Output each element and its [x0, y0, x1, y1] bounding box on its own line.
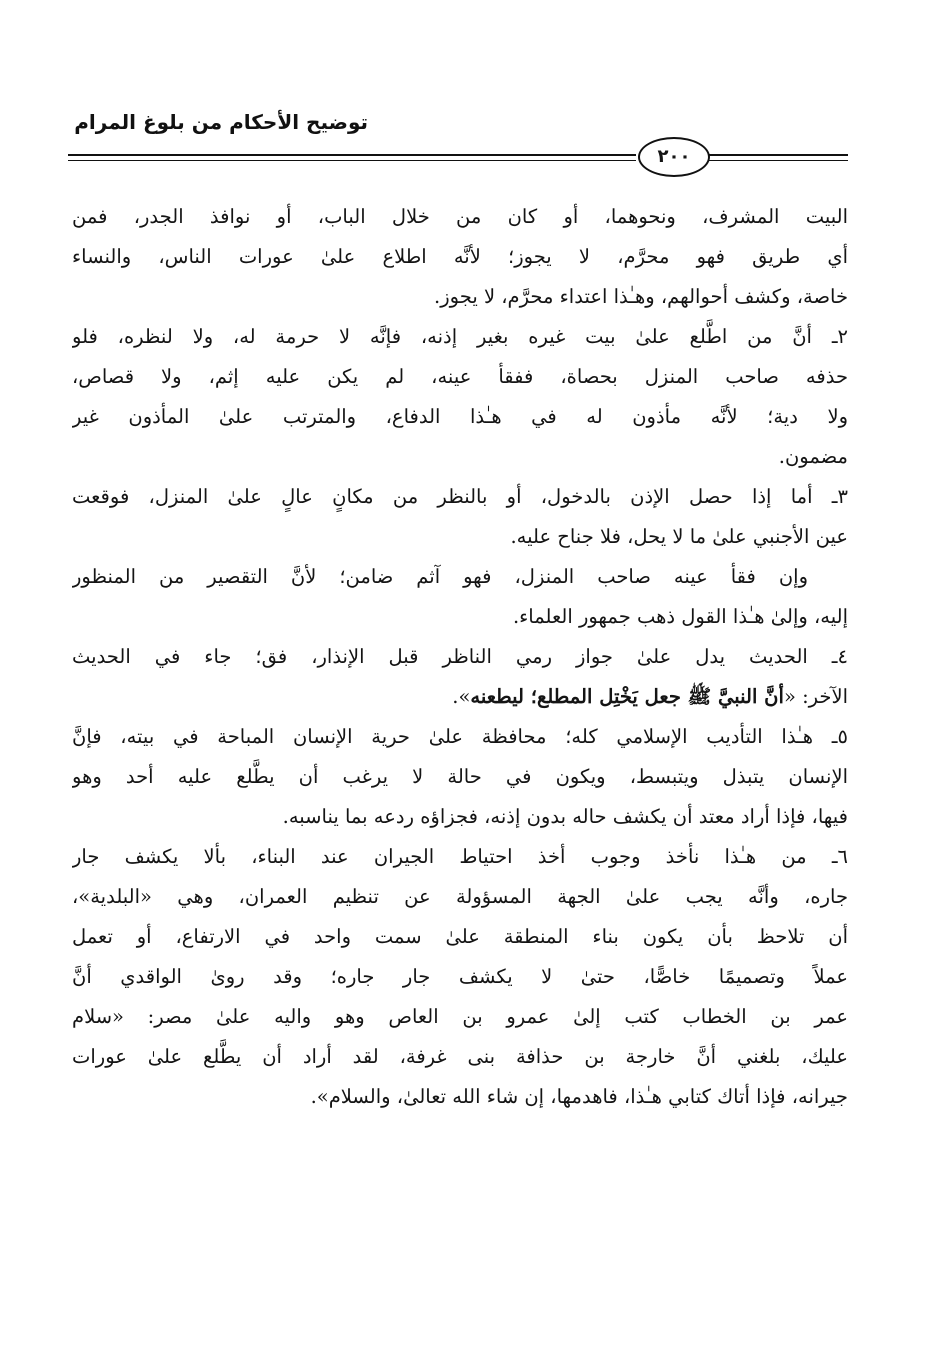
text-segment: الآخر: «: [783, 685, 848, 708]
numbered-item-5: [72, 717, 848, 757]
text-segment: ».: [452, 685, 471, 708]
text-line: أنَّ من اطَّلع علىٰ بيت غيره بغير إذنه، فإنَّه لا حرمة له، ولا لنظره، فلو: [72, 325, 812, 348]
text-line: إليه، وإلىٰ هـٰذا القول ذهب جمهور العلماء.: [512, 605, 848, 628]
text-line: عمر بن الخطاب كتب إلىٰ عمرو بن العاص وهو واليه علىٰ مصر: «سلام: [72, 1005, 848, 1028]
text-line: وإن فقأ عينه صاحب المنزل، فهو آثم ضامن؛ لأنَّ التقصير من المنظور: [72, 565, 808, 588]
hadith-line: [72, 677, 848, 717]
item-marker: ٦ـ: [831, 845, 848, 868]
text-line: عملاً وتصميمًا خاصًّا، حتىٰ لا يكشف جار جاره؛ وقد روىٰ الواقدي أنَّ: [72, 965, 848, 988]
item-marker: ٤ـ: [831, 645, 848, 668]
text-line: أن تلاحظ بأن يكون بناء المنطقة علىٰ سمت واحد في الارتفاع، أو تعمل: [72, 925, 848, 948]
page-number: ٢٠٠: [638, 137, 710, 177]
text-line: الحديث يدل علىٰ جواز رمي الناظر قبل الإنذار، فق؛ جاء في الحديث: [72, 645, 808, 668]
numbered-item-4: [72, 637, 848, 677]
hadith-quote: أنَّ النبيَّ ﷺ جعل يَخْتِل المطلع؛ ليطعنه: [470, 685, 784, 708]
text-line: جيرانه، فإذا أتاك كتابي هـٰذا، فاهدمها، إن شاء الله تعالىٰ، والسلام».: [310, 1085, 848, 1108]
text-line: حذفه صاحب المنزل بحصاة، ففقأ عينه، لم يكن عليه إثم، ولا قصاص،: [72, 365, 848, 388]
header-rule-left: [68, 154, 636, 156]
text-line: أي طريق فهو محرَّم، لا يجوز؛ لأنَّه اطلاع علىٰ عورات الناس، والنساء: [72, 245, 848, 268]
item-marker: ٣ـ: [831, 485, 848, 508]
text-line: من هـٰذا نأخذ وجوب أخذ احتياط الجيران عند البناء، بألا يكشف جار: [72, 845, 807, 868]
page-body: [72, 197, 848, 1317]
text-line: عين الأجنبي علىٰ ما لا يحل، فلا جناح عليه.: [510, 525, 848, 548]
header-rule-right-thin: [708, 160, 848, 161]
header-rule-left-thin: [68, 160, 636, 161]
header-rule-right: [708, 154, 848, 156]
text-line: خاصة، وكشف أحوالهم، وهـٰذا اعتداء محرَّم، لا يجوز.: [434, 285, 848, 308]
item-marker: ٢ـ: [831, 325, 848, 348]
numbered-item-2: [72, 317, 848, 357]
text-line: البيت المشرف، ونحوهما، أو كان من خلال الباب، أو نوافذ الجدر، فمن: [72, 205, 848, 228]
text-line: مضمون.: [778, 445, 848, 468]
text-line: جاره، وأنَّه يجب علىٰ الجهة المسؤولة عن تنظيم العمران، وهي «البلدية»،: [72, 885, 848, 908]
text-line: عليك، بلغني أنَّ خارجة بن حذافة بنى غرفة، لقد أراد أن يطَّلع علىٰ عورات: [72, 1045, 848, 1068]
text-line: ولا دية؛ لأنَّه مأذون له في هـٰذا الدفاع، والمترتب علىٰ المأذون غير: [72, 405, 848, 428]
book-title: توضيح الأحكام من بلوغ المرام: [74, 110, 368, 134]
text-line: الإنسان يتبذل ويتبسط، ويكون في حالة لا يرغب أن يطَّلع عليه أحد وهو: [72, 765, 848, 788]
text-line: هـٰذا التأديب الإسلامي كله؛ محافظة علىٰ حرية الإنسان المباحة في بيته، فإنَّ: [72, 725, 814, 748]
numbered-item-6: [72, 837, 848, 877]
text-line: فيها، فإذا أراد معتد أن يكشف حاله بدون إذنه، فجزاؤه ردعه بما يناسبه.: [282, 805, 848, 828]
text-line: أما إذا حصل الإذن بالدخول، أو بالنظر من مكانٍ عالٍ علىٰ المنزل، فوقعت: [72, 485, 813, 508]
item-marker: ٥ـ: [831, 725, 848, 748]
numbered-item-3: [72, 477, 848, 517]
